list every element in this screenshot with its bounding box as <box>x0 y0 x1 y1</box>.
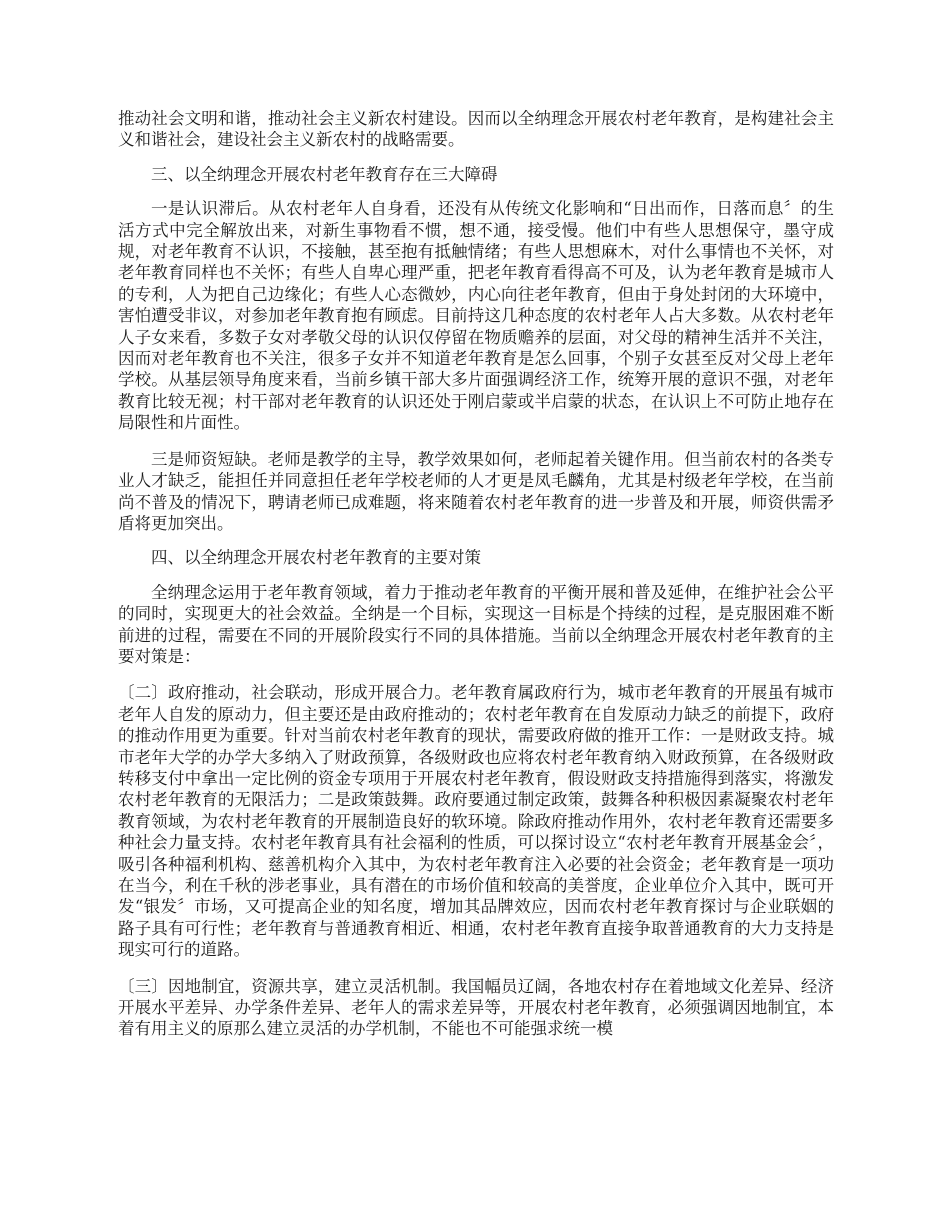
document-body <box>118 108 834 1040</box>
paragraph-teacher-shortage: 三是师资短缺。老师是教学的主导，教学效果如何，老师起着关键作用。但当前农村的各类专业人才缺乏，能担任并同意担任老年学校老师的人才更是凤毛麟角，尤其是村级老年学校，在当前尚不普及的情况下，聘请老师已成难题，将来随着农村老年教育的进一步普及和开展，师资供需矛盾将更加突出。 <box>118 449 834 533</box>
paragraph-inclusive-concept: 全纳理念运用于老年教育领域，着力于推动老年教育的平衡开展和普及延伸，在维护社会公平的同时，实现更大的社会效益。全纳是一个目标，实现这一目标是个持续的过程，是克服困难不断前进的过程，需要在不同的开展阶段实行不同的具体措施。当前以全纳理念开展农村老年教育的主要对策是： <box>118 582 834 666</box>
section-heading-three-obstacles: 三、以全纳理念开展农村老年教育存在三大障碍 <box>151 164 498 184</box>
paragraph-awareness-lag: 一是认识滞后。从农村老年人自身看，还没有从传统文化影响和“日出而作，日落而息〞的生活方式中完全解放出来，对新生事物看不惯，想不通，接受慢。他们中有些人思想保守，墨守成规，对老年教育不认识，不接触，甚至抱有抵触情绪；有些人思想麻木，对什么事情也不关怀，对老年教育同样也不关怀；有些人自卑心理严重，把老年教育看得高不可及，认为老年教育是城市人的专利，人为把自己边缘化；有些人心态微妙，内心向往老年教育，但由于身处封闭的大环境中，害怕遭受非议，对参加老年教育抱有顾虑。目前持这几种态度的农村老年人占大多数。从农村老年人子女来看，多数子女对孝敬父母的认识仅停留在物质赡养的层面，对父母的精神生活并不关注，因而对老年教育也不关注，很多子女并不知道老年教育是怎么回事，个别子女甚至反对父母上老年学校。从基层领导角度来看，当前乡镇干部大多片面强调经济工作，统筹开展的意识不强，对老年教育比较无视；村干部对老年教育的认识还处于刚启蒙或半启蒙的状态，在认识上不可防止地存在局限性和片面性。 <box>118 199 834 433</box>
paragraph-government-promotion: 〔二〕政府推动，社会联动，形成开展合力。老年教育属政府行为，城市老年教育的开展虽有城市老年人自发的原动力，但主要还是由政府推动的；农村老年教育在自发原动力缺乏的前提下，政府的推动作用更为重要。针对当前农村老年教育的现状，需要政府做的推开工作：一是财政支持。城市老年大学的办学大多纳入了财政预算，各级财政也应将农村老年教育纳入财政预算，在各级财政转移支付中拿出一定比例的资金专项用于开展农村老年教育，假设财政支持措施得到落实，将激发农村老年教育的无限活力；二是政策鼓舞。政府要通过制定政策，鼓舞各种积极因素凝聚农村老年教育领域，为农村老年教育的开展制造良好的软环境。除政府推动作用外，农村老年教育还需要多种社会力量支持。农村老年教育具有社会福利的性质，可以探讨设立“农村老年教育开展基金会〞，吸引各种福利机构、慈善机构介入其中，为农村老年教育注入必要的社会资金；老年教育是一项功在当今，利在千秋的涉老事业，具有潜在的市场价值和较高的美誉度，企业单位介入其中，既可开发“银发〞市场，又可提高企业的知名度，增加其品牌效应，因而农村老年教育探讨与企业联姻的路子具有可行性；老年教育与普通教育相近、相通，农村老年教育直接争取普通教育的大力支持是现实可行的道路。 <box>118 683 834 960</box>
paragraph-intro-continuation: 推动社会文明和谐，推动社会主义新农村建设。因而以全纳理念开展农村老年教育，是构建社会主义和谐社会，建设社会主义新农村的战略需要。 <box>118 109 834 150</box>
paragraph-local-conditions: 〔三〕因地制宜，资源共享，建立灵活机制。我国幅员辽阔，各地农村存在着地域文化差异、经济开展水平差异、办学条件差异、老年人的需求差异等，开展农村老年教育，必须强调因地制宜，本着有用主义的原那么建立灵活的办学机制，不能也不可能强求统一模 <box>118 976 834 1039</box>
section-heading-main-measures: 四、以全纳理念开展农村老年教育的主要对策 <box>151 548 481 568</box>
